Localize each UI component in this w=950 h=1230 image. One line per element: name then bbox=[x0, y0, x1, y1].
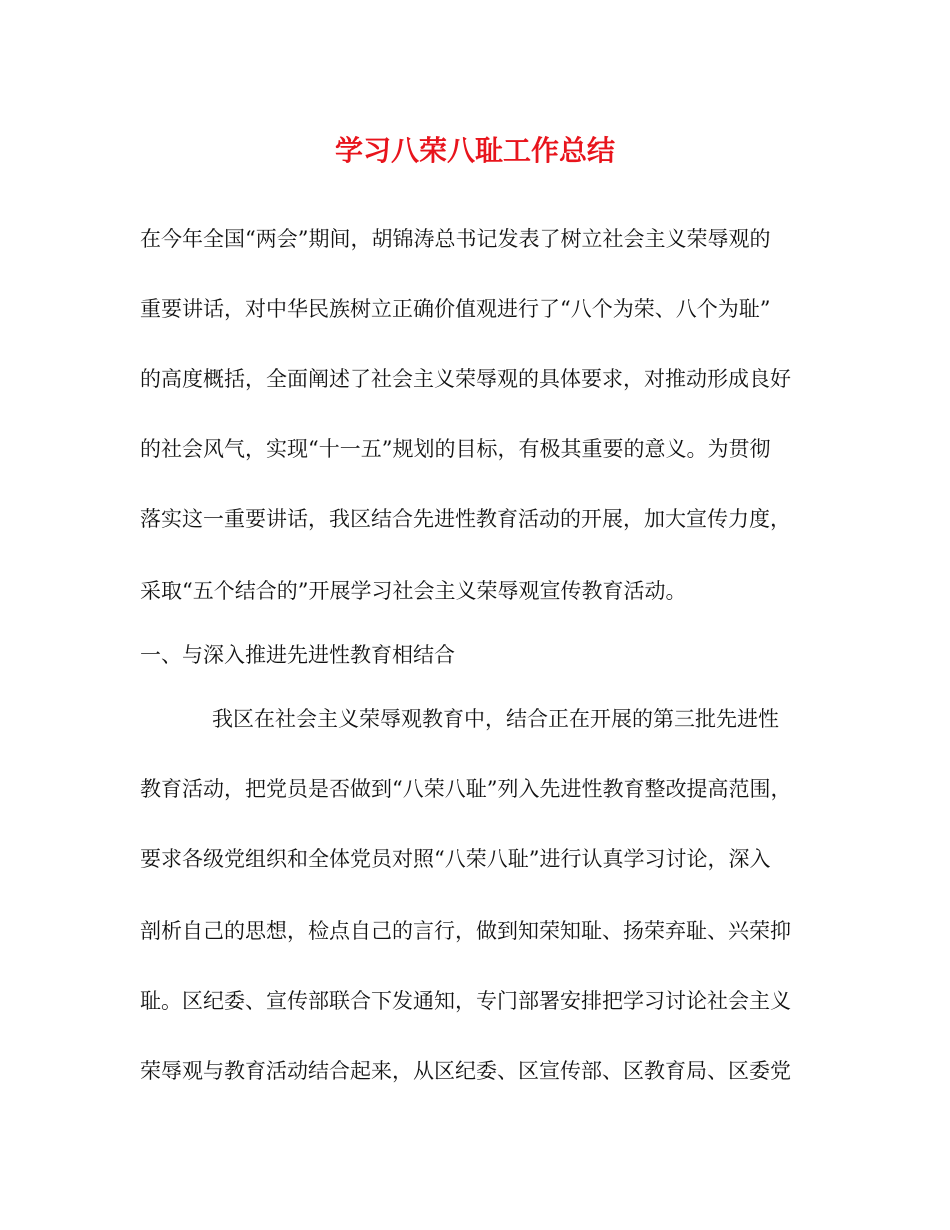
body-line: 的社会风气，实现“十一五”规划的目标，有极其重要的意义。为贯彻 bbox=[140, 437, 771, 461]
body-line: 落实这一重要讲话，我区结合先进性教育活动的开展，加大宣传力度， bbox=[140, 507, 791, 531]
section-heading: 一、与深入推进先进性教育相结合 bbox=[140, 643, 455, 667]
body-line: 重要讲话，对中华民族树立正确价值观进行了“八个为荣、八个为耻” bbox=[140, 297, 771, 321]
body-line: 采取“五个结合的”开展学习社会主义荣辱观宣传教育活动。 bbox=[140, 579, 687, 603]
body-line: 教育活动，把党员是否做到“八荣八耻”列入先进性教育整改提高范围， bbox=[140, 777, 792, 801]
body-line: 荣辱观与教育活动结合起来，从区纪委、区宣传部、区教育局、区委党 bbox=[140, 1059, 791, 1083]
body-line: 在今年全国“两会”期间，胡锦涛总书记发表了树立社会主义荣辱观的 bbox=[140, 227, 771, 251]
body-line: 剖析自己的思想，检点自己的言行，做到知荣知耻、扬荣弃耻、兴荣抑 bbox=[140, 919, 791, 943]
body-line: 我区在社会主义荣辱观教育中，结合正在开展的第三批先进性 bbox=[212, 707, 779, 731]
body-line: 要求各级党组织和全体党员对照“八荣八耻”进行认真学习讨论，深入 bbox=[140, 847, 771, 871]
document-title: 学习八荣八耻工作总结 bbox=[334, 134, 615, 167]
body-line: 的高度概括，全面阐述了社会主义荣辱观的具体要求，对推动形成良好 bbox=[140, 367, 791, 391]
body-line: 耻。区纪委、宣传部联合下发通知，专门部署安排把学习讨论社会主义 bbox=[140, 989, 791, 1013]
